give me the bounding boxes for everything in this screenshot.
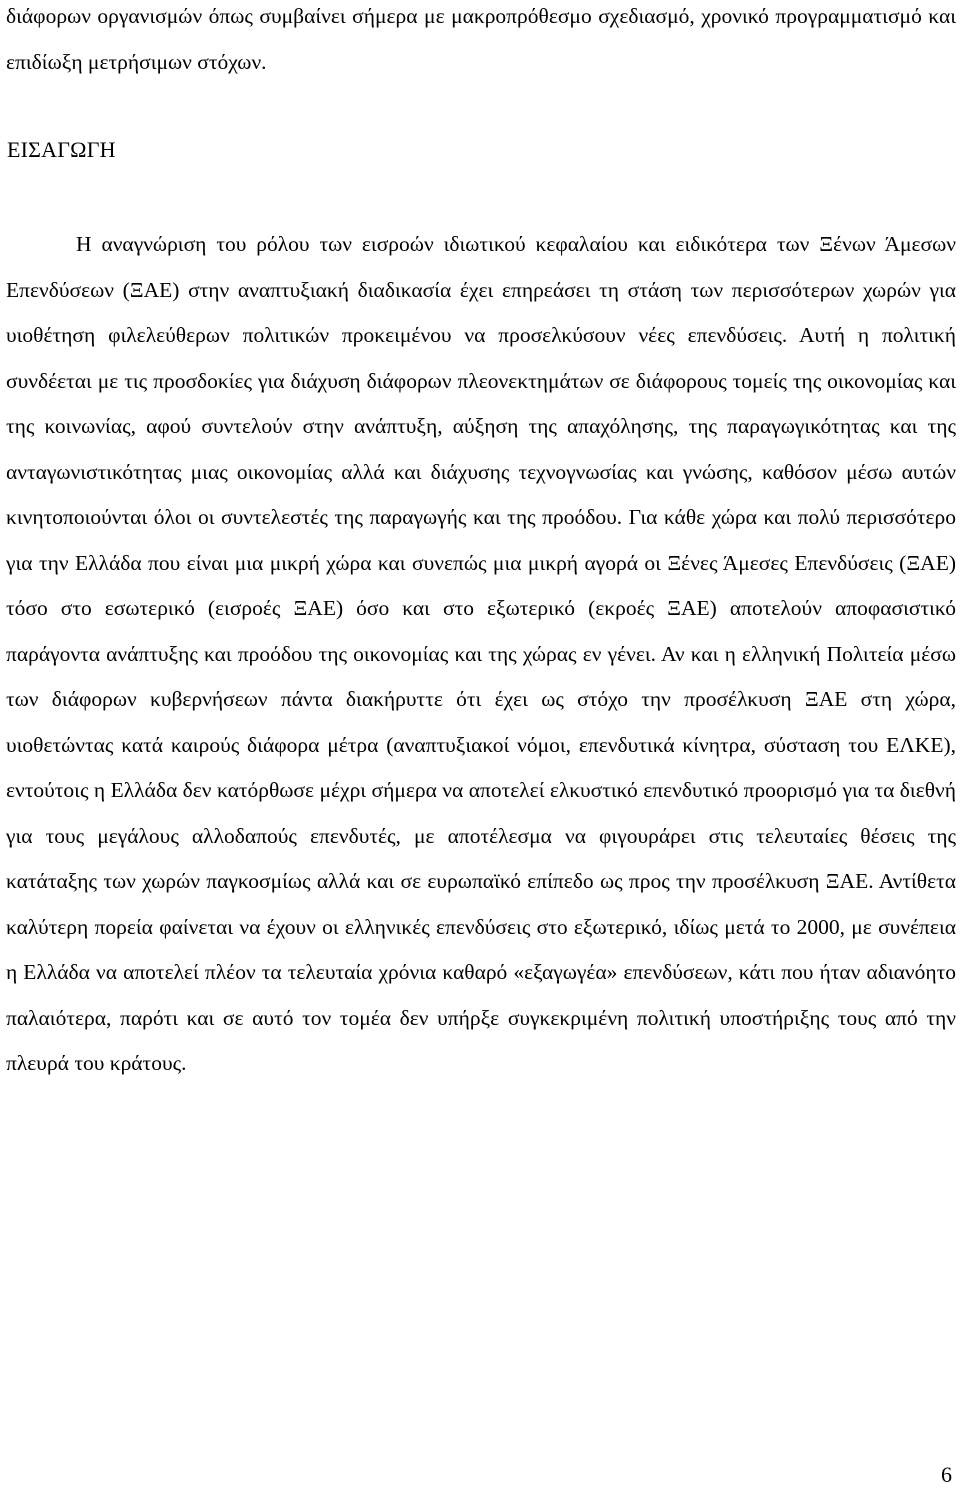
body-paragraph: Η αναγνώριση του ρόλου των εισροών ιδιωτικού κεφαλαίου και ειδικότερα των Ξένων Άμεσων Επενδύσεων (ΞΑΕ) στην αναπτυξιακή διαδικασία έχει επηρεάσει τη στάση των περισσότερων χωρών για υιοθέτηση φιλελεύθερων πολιτικών προκειμένου να προσελκύσουν νέες επενδύσεις. Αυτή η πολιτική συνδέεται με τις προσδοκίες για διάχυση διάφορων πλεονεκτημάτων σε διάφορους τομείς της οικονομίας και της κοινωνίας, αφού συντελούν στην ανάπτυξη, αύξηση της απαχόλησης, της παραγωγικότητας και της ανταγωνιστικότητας μιας οικονομίας αλλά και διάχυσης τεχνογνωσίας και γνώσης, καθόσον μέσω αυτών κινητοποιούνται όλοι οι συντελεστές της παραγωγής και της προόδου. Για κάθε χώρα και πολύ περισσότερο για την Ελλάδα που είναι μια μικρή χώρα και συνεπώς μια μικρή αγορά οι Ξένες Άμεσες Επενδύσεις (ΞΑΕ) τόσο στο εσωτερικό (εισροές ΞΑΕ) όσο και στο εξωτερικό (εκροές ΞΑΕ) αποτελούν αποφασιστικό παράγοντα ανάπτυξης και προόδου της οικονομίας και της χώρας εν γένει. Αν και η ελληνική Πολιτεία μέσω των διάφορων κυβερνήσεων πάντα διακήρυττε ότι έχει ως στόχο την προσέλκυση ΞΑΕ στη χώρα, υιοθετώντας κατά καιρούς διάφορα μέτρα (αναπτυξιακοί νόμοι, επενδυτικά κίνητρα, σύσταση του ΕΛΚΕ), εντούτοις η Ελλάδα δεν κατόρθωσε μέχρι σήμερα να αποτελεί ελκυστικό επενδυτικό προορισμό για τα διεθνή για τους μεγάλους αλλοδαπούς επενδυτές, με αποτέλεσμα να φιγουράρει στις τελευταίες θέσεις της κατάταξης των χωρών παγκοσμίως αλλά και σε ευρωπαϊκό επίπεδο ως προς την προσέλκυση ΞΑΕ. Αντίθετα καλύτερη πορεία φαίνεται να έχουν οι ελληνικές επενδύσεις στο εξωτερικό, ιδίως μετά το 2000, με συνέπεια η Ελλάδα να αποτελεί πλέον τα τελευταία χρόνια καθαρό «εξαγωγέα» επενδύσεων, κάτι που ήταν αδιανόητο παλαιότερα, παρότι και σε αυτό τον τομέα δεν υπήρξε συγκεκριμένη πολιτική υποστήριξης τους από την πλευρά του κράτους. — [6, 232, 956, 1075]
document-page — [6, 0, 958, 1508]
section-heading: ΕΙΣΑΓΩΓΗ — [7, 137, 116, 162]
intro-continuation-paragraph: διάφορων οργανισμών όπως συμβαίνει σήμερα με μακροπρόθεσμο σχεδιασμό, χρονικό προγραμματισμό και επιδίωξη μετρήσιμων στόχων. — [6, 4, 956, 74]
page-number: 6 — [941, 1462, 952, 1487]
